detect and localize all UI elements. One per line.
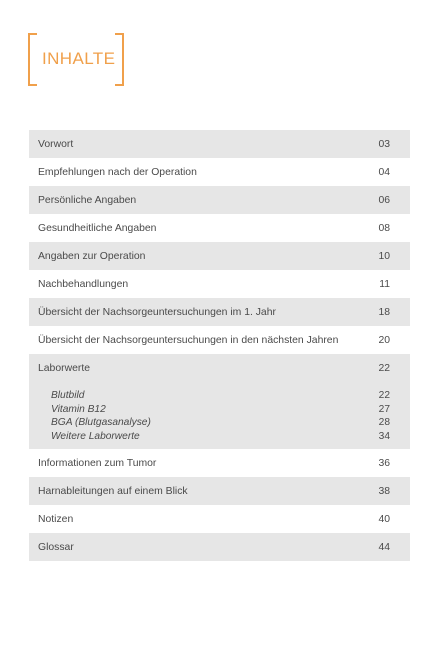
toc-subentry-label: Vitamin B12 xyxy=(51,403,106,415)
toc-entry-label: Nachbehandlungen xyxy=(38,278,129,290)
toc-entry-label: Notizen xyxy=(38,513,74,525)
table-of-contents xyxy=(29,130,410,561)
toc-subentry-blutbild[interactable] xyxy=(51,389,390,403)
toc-entry-harnableitungen[interactable] xyxy=(29,477,410,505)
toc-subentry-label: BGA (Blutgasanalyse) xyxy=(51,417,151,429)
toc-entry-label: Empfehlungen nach der Operation xyxy=(38,166,197,178)
toc-entry-informationen-tumor[interactable] xyxy=(29,449,410,477)
toc-entry-label: Glossar xyxy=(38,541,74,553)
toc-entry-page: 22 xyxy=(378,362,390,374)
toc-entry-label: Übersicht der Nachsorgeuntersuchungen im 1. Jahr xyxy=(38,306,276,318)
toc-entry-gesundheitliche-angaben[interactable] xyxy=(29,214,410,242)
toc-entry-label: Persönliche Angaben xyxy=(38,194,137,206)
toc-subentry-page: 27 xyxy=(378,403,390,415)
toc-group-laborwerte xyxy=(29,354,410,449)
toc-entry-page: 20 xyxy=(378,334,390,346)
toc-entry-page: 40 xyxy=(378,513,390,525)
toc-sublist xyxy=(29,389,410,443)
section-heading xyxy=(28,33,124,84)
toc-entry-page: 38 xyxy=(378,485,390,497)
toc-entry-nachsorge-1-jahr[interactable] xyxy=(29,298,410,326)
toc-entry-page: 18 xyxy=(378,306,390,318)
toc-entry-label: Gesundheitliche Angaben xyxy=(38,222,157,234)
toc-entry-page: 06 xyxy=(378,194,390,206)
toc-subentry-bga[interactable] xyxy=(51,416,390,430)
toc-entry-label: Übersicht der Nachsorgeuntersuchungen in den nächsten Jahren xyxy=(38,334,339,346)
page-title: INHALTE xyxy=(42,49,116,68)
toc-subentry-label: Blutbild xyxy=(51,390,85,401)
right-bracket-decoration xyxy=(115,33,124,86)
toc-entry-page: 08 xyxy=(378,222,390,234)
toc-entry-empfehlungen[interactable] xyxy=(29,158,410,186)
toc-subentry-page: 28 xyxy=(378,417,390,429)
toc-entry-vorwort[interactable] xyxy=(29,130,410,158)
toc-entry-label: Harnableitungen auf einem Blick xyxy=(38,485,188,497)
toc-entry-page: 04 xyxy=(378,166,390,178)
toc-entry-page: 10 xyxy=(378,250,390,262)
toc-entry-nachsorge-naechste-jahre[interactable] xyxy=(29,326,410,354)
toc-entry-glossar[interactable] xyxy=(29,533,410,561)
toc-entry-page: 44 xyxy=(378,541,390,553)
toc-entry-label: Angaben zur Operation xyxy=(38,250,146,262)
toc-entry-nachbehandlungen[interactable] xyxy=(29,270,410,298)
toc-entry-notizen[interactable] xyxy=(29,505,410,533)
toc-entry-laborwerte[interactable] xyxy=(29,354,410,382)
toc-entry-persoenliche-angaben[interactable] xyxy=(29,186,410,214)
toc-entry-label: Vorwort xyxy=(38,138,74,150)
toc-entry-angaben-operation[interactable] xyxy=(29,242,410,270)
toc-entry-page: 11 xyxy=(379,278,390,290)
toc-subentry-weitere-laborwerte[interactable] xyxy=(51,430,390,444)
toc-entry-label: Laborwerte xyxy=(38,362,90,374)
toc-entry-label: Informationen zum Tumor xyxy=(38,457,157,469)
toc-subentry-page: 22 xyxy=(378,390,390,401)
toc-entry-page: 36 xyxy=(378,457,390,469)
toc-subentry-page: 34 xyxy=(378,430,390,442)
toc-entry-page: 03 xyxy=(378,138,390,150)
toc-subentry-vitamin-b12[interactable] xyxy=(51,403,390,417)
left-bracket-decoration xyxy=(28,33,37,86)
toc-subentry-label: Weitere Laborwerte xyxy=(51,430,140,442)
